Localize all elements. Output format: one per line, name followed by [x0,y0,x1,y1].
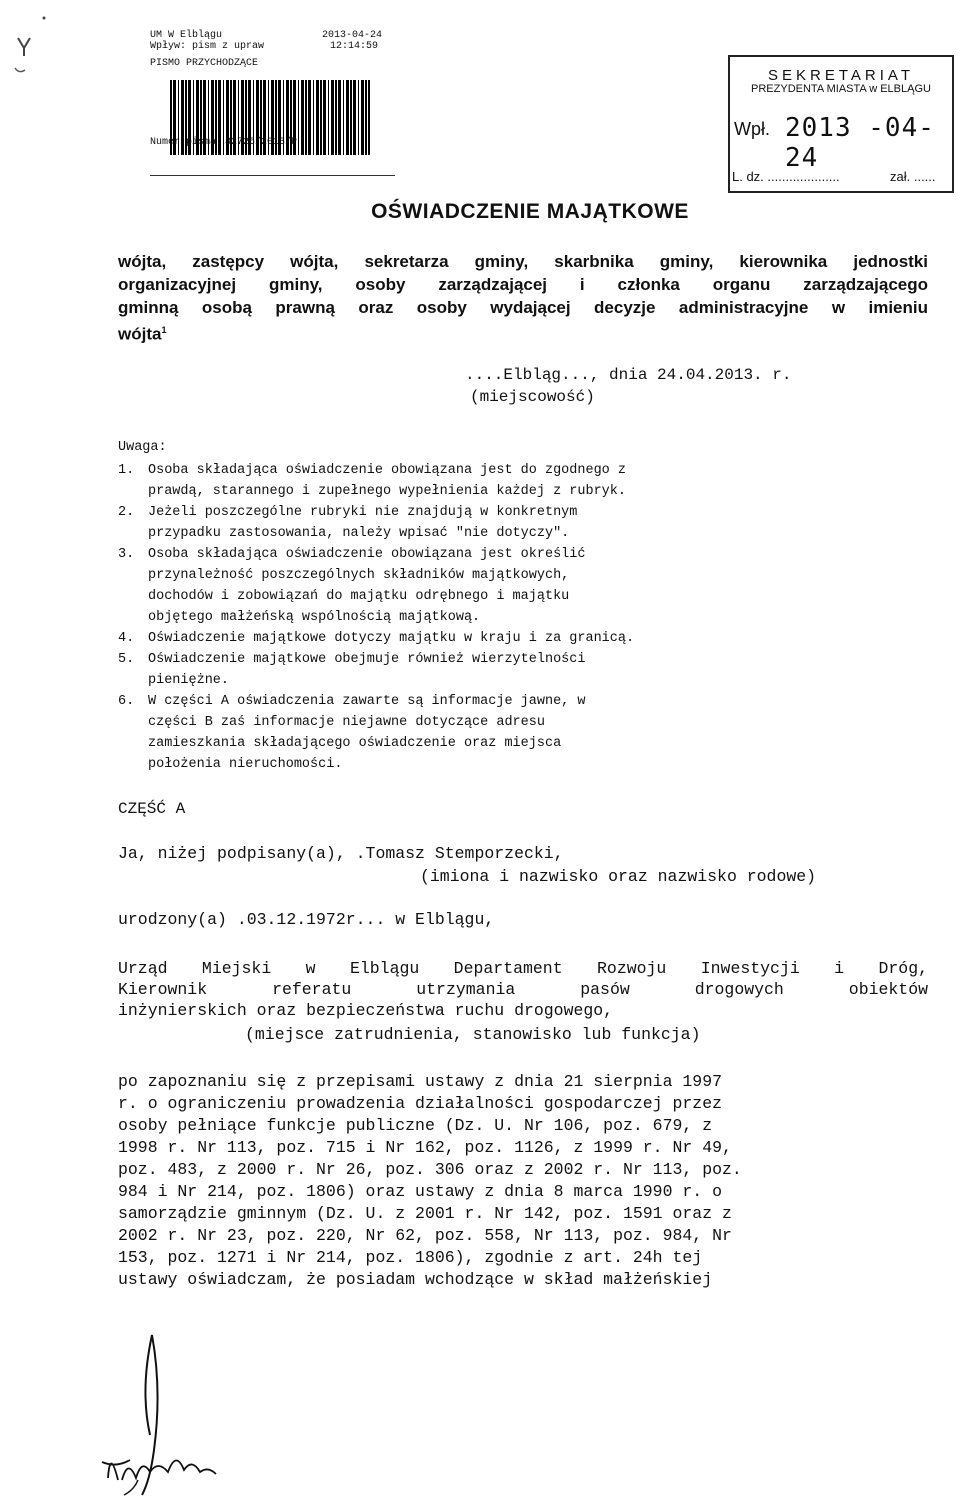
subtitle-line: organizacyjnej gminy, osoby zarządzającej i członka organu zarządzającego [118,275,928,294]
letter-number-label: Numer pisma: [150,137,223,148]
workplace-caption: (miejsce zatrudnienia, stanowisko lub funkcja) [245,1025,701,1044]
note-item [118,628,908,649]
note-number: 6. [118,694,135,709]
note-number: 5. [118,652,135,667]
legal-line: ustawy oświadczam, że posiadam wchodzące w skład małżeńskiej [118,1270,713,1289]
note-number: 4. [118,631,135,646]
subtitle-line: gminną osobą prawną oraz osoby wydającej decyzje administracyjne w imieniu [118,298,928,317]
letter-number: 32726/2013/P [225,137,298,148]
workplace-line: Urząd Miejski w Elblągu Departament Rozwoju Inwestycji i Dróg, [118,959,928,978]
registry-time: 12:14:59 [330,41,379,52]
legal-line: osoby pełniące funkcje publiczne (Dz. U. Nr 106, poz. 679, z [118,1116,713,1135]
secretariat-date-prefix: Wpł. [734,119,770,139]
document-title: OŚWIADCZENIE MAJĄTKOWE [371,200,689,223]
registry-stamp [150,30,400,180]
declarant-caption: (imiona i nazwisko oraz nazwisko rodowe) [420,867,817,886]
scan-margin-marks [10,8,50,78]
workplace-line: Kierownik referatu utrzymania pasów drogowych obiektów [118,980,928,999]
registry-office: UM W Elblągu [150,30,223,41]
secretariat-stamp [728,55,954,193]
notes-heading: Uwaga: [118,440,167,455]
handwritten-signature [80,1330,260,1500]
note-text: Oświadczenie majątkowe dotyczy majątku w kraju i za granicą. [148,631,635,646]
notes [118,437,908,775]
legal-text [118,1071,878,1291]
secretariat-zal: zał. ...... [890,169,936,184]
subtitle [118,250,928,346]
birth-line: urodzony(a) .03.12.1972r... w Elblągu, [118,910,495,929]
note-number: 3. [118,547,135,562]
place-caption: (miejscowość) [470,388,595,406]
note-item [118,691,908,775]
note-item [118,460,908,502]
note-text: Osoba składająca oświadczenie obowiązana jest do zgodnego z prawdą, starannego i zupełnego wypełnienia każdej z rubryk. [148,463,626,499]
workplace-line: inżynierskich oraz bezpieczeństwa ruchu drogowego, [118,1001,614,1020]
secretariat-date: 2013 -04- 24 [785,113,935,173]
note-item [118,649,908,691]
legal-line: poz. 483, z 2000 r. Nr 26, poz. 306 oraz z 2002 r. Nr 113, poz. [118,1160,742,1179]
legal-line: 153, poz. 1271 i Nr 214, poz. 1806), zgodnie z art. 24h tej [118,1248,703,1267]
note-number: 2. [118,505,135,520]
note-text: Oświadczenie majątkowe obejmuje również wierzytelności pieniężne. [148,652,586,688]
note-item [118,502,908,544]
registry-date: 2013-04-24 [322,30,383,41]
secretariat-subtitle: PREZYDENTA MIASTA w ELBLĄGU [751,83,931,95]
note-item [118,544,908,628]
legal-line: po zapoznaniu się z przepisami ustawy z dnia 21 sierpnia 1997 [118,1072,722,1091]
legal-line: samorządzie gminnym (Dz. U. z 2001 r. Nr 142, poz. 1591 oraz z [118,1204,732,1223]
registry-received: Wpływ: pism z upraw [150,41,265,52]
secretariat-title: SEKRETARIAT [768,67,914,84]
workplace [118,958,928,1021]
part-a-heading: CZĘŚĆ A [118,800,186,818]
legal-line: 2002 r. Nr 23, poz. 220, Nr 62, poz. 558, Nr 113, poz. 984, Nr [118,1226,732,1245]
secretariat-ldz: L. dz. .................... [732,169,840,184]
registry-type: PISMO PRZYCHODZĄCE [150,58,259,69]
subtitle-line-text: wójta [118,324,162,344]
legal-line: 1998 r. Nr 113, poz. 715 i Nr 162, poz. 1126, z 1999 r. Nr 49, [118,1138,732,1157]
note-number: 1. [118,463,135,478]
declarant-line: Ja, niżej podpisany(a), .Tomasz Stemporzecki, [118,844,564,863]
legal-line: 984 i Nr 214, poz. 1806) oraz ustawy z dnia 8 marca 1990 r. o [118,1182,722,1201]
note-text: Jeżeli poszczególne rubryki nie znajdują w konkretnym przypadku zastosowania, należy wpisać "nie dotyczy". [148,505,578,541]
place-date: ....Elbląg..., dnia 24.04.2013. r. [465,366,792,384]
note-text: Osoba składająca oświadczenie obowiązana jest określić przynależność poszczególnych składników majątkowych, dochodów i zobowiązań do majątku odrębnego i majątku objętego małżeńską wspólnością majątkową. [148,547,586,625]
note-text: W części A oświadczenia zawarte są informacje jawne, w części B zaś informacje niejawne dotyczące adresu zamieszkania składającego oświadczenie oraz miejsca położenia nieruchomości. [148,694,586,772]
divider [150,175,395,176]
legal-line: r. o ograniczeniu prowadzenia działalności gospodarczej przez [118,1094,722,1113]
footnote-ref: 1 [161,325,167,335]
subtitle-line: wójta, zastępcy wójta, sekretarza gminy, skarbnika gminy, kierownika jednostki [118,252,928,271]
subtitle-line [118,319,928,346]
